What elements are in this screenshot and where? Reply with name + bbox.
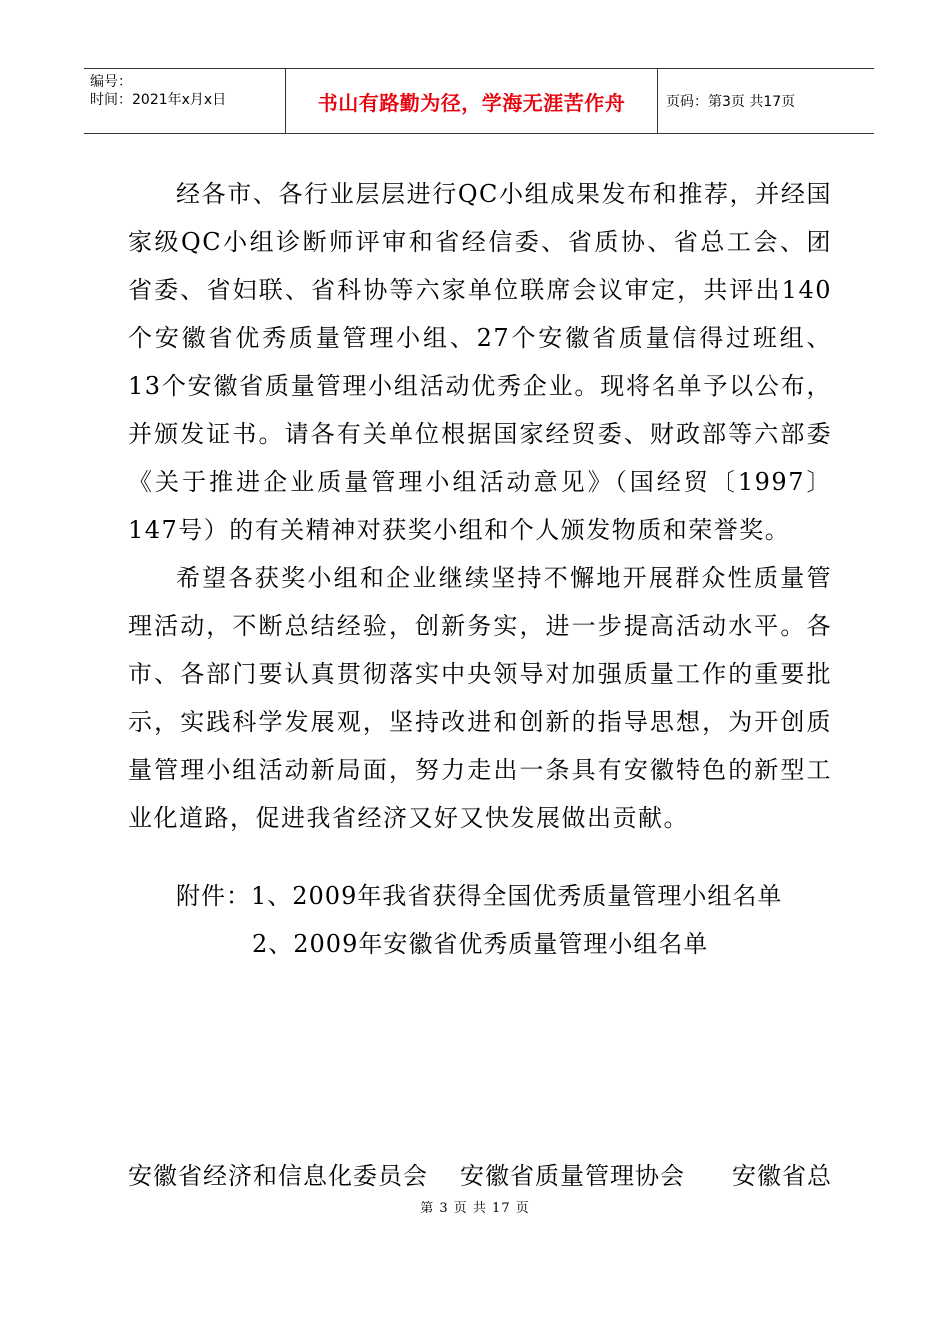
document-time-label: 时间：2021年x月x日 [90, 92, 227, 108]
signatories [128, 1152, 838, 1200]
header-motto: 书山有路勤为径，学海无涯苦作舟 [286, 69, 658, 133]
signatory-name: 安徽省总 [732, 1162, 832, 1190]
attachments-list [176, 872, 856, 968]
document-body [128, 170, 832, 842]
body-paragraph: 希望各获奖小组和企业继续坚持不懈地开展群众性质量管理活动，不断总结经验，创新务实，进一步提高活动水平。各市、各部门要认真贯彻落实中央领导对加强质量工作的重要批示，实践科学发展观，坚持改进和创新的指导思想，为开创质量管理小组活动新局面，努力走出一条具有安徽特色的新型工业化道路，促进我省经济又好又快发展做出贡献。 [128, 564, 832, 832]
page-header [84, 68, 874, 134]
document-number-label: 编号： [90, 74, 132, 90]
page-footer: 第 3 页 共 17 页 [420, 1201, 530, 1216]
body-paragraph: 经各市、各行业层层进行QC小组成果发布和推荐，并经国家级QC小组诊断师评审和省经信委、省质协、省总工会、团省委、省妇联、省科协等六家单位联席会议审定，共评出140个安徽省优秀质量管理小组、27个安徽省质量信得过班组、13个安徽省质量管理小组活动优秀企业。现将名单予以公布，并颁发证书。请各有关单位根据国家经贸委、财政部等六部委《关于推进企业质量管理小组活动意见》（国经贸〔1997〕147号）的有关精神对获奖小组和个人颁发物质和荣誉奖。 [128, 180, 832, 544]
attachment-item: 2、2009年安徽省优秀质量管理小组名单 [252, 930, 709, 958]
header-page-info: 页码：第3页 共17页 [666, 94, 796, 110]
attachment-item: 附件：1、2009年我省获得全国优秀质量管理小组名单 [176, 882, 783, 910]
header-meta [84, 69, 286, 133]
signatory-name: 安徽省经济和信息化委员会 [128, 1162, 428, 1190]
signatory-name: 安徽省质量管理协会 [460, 1162, 685, 1190]
